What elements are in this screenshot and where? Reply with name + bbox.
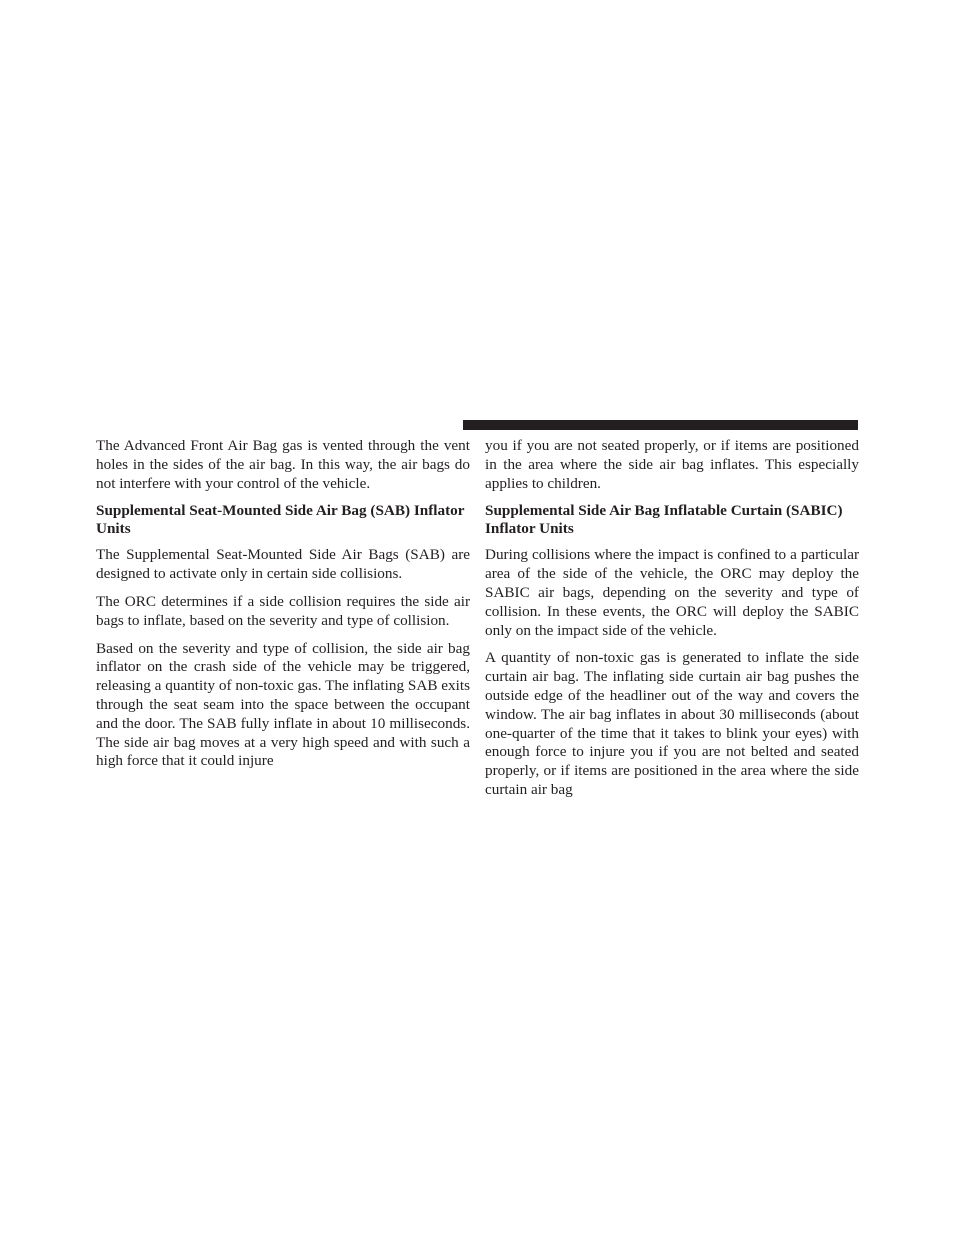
section-header-bar — [463, 420, 858, 430]
paragraph-curtain-inflation: A quantity of non-toxic gas is generated to inflate the side curtain air bag. The inflating side curtain air bag pushes the outside edge of the headliner out of the way and covers the window. The air bag inflates in about 30 milliseconds (about one-quarter of the time that it takes to blink your eyes) with enough force to injure you if you are not belted and seated properly, or if items are positioned in the area where the side curtain air bag — [485, 649, 859, 798]
paragraph-sab-inflation: Based on the severity and type of collision, the side air bag inflator on the crash side of the vehicle may be triggered, releasing a quantity of non-toxic gas. The inflating SAB exits through the seat seam into the space between the occupant and the door. The SAB fully inflate in about 10 milliseconds. The side air bag moves at a very high speed and with such a high force that it could injure — [96, 639, 470, 770]
left-text-column — [96, 437, 470, 780]
paragraph-sab-designed: The Supplemental Seat-Mounted Side Air Bags (SAB) are designed to activate only in certain side collisions. — [96, 546, 470, 583]
paragraph-gas-vented: The Advanced Front Air Bag gas is vented through the vent holes in the sides of the air bag. In this way, the air bags do not interfere with your control of the vehicle. — [96, 437, 470, 492]
heading-sabic-inflator-units: Supplemental Side Air Bag Inflatable Curtain (SABIC) Inflator Units — [485, 502, 843, 538]
paragraph-sabic-deploy: During collisions where the impact is confined to a particular area of the side of the vehicle, the ORC may deploy the SABIC air bags, depending on the severity and type of collision. In these events, the ORC will deploy the SABIC only on the impact side of the vehicle. — [485, 546, 859, 639]
paragraph-orc-determines: The ORC determines if a side collision requires the side air bags to inflate, based on the severity and type of collision. — [96, 592, 470, 629]
paragraph-seated-properly: you if you are not seated properly, or if items are positioned in the area where the side air bag inflates. This especially applies to children. — [485, 437, 859, 492]
right-text-column — [485, 437, 859, 809]
heading-sab-inflator-units: Supplemental Seat-Mounted Side Air Bag (SAB) Inflator Units — [96, 502, 465, 538]
